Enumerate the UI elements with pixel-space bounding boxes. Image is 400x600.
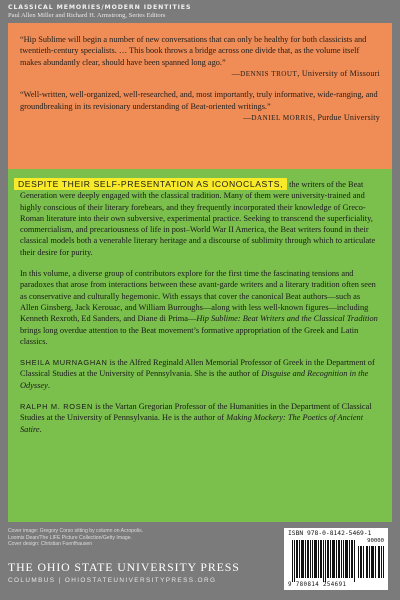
credit-line: Cover design: Christian Fuenfhausen (8, 541, 93, 548)
bio-text: is the Vartan Gregorian Professor of the Humanities in the Department of Classical Studies at the University of Pennsylvania. He is the author of (20, 402, 372, 423)
price-barcode-icon (358, 546, 384, 578)
description-paragraph-1 (20, 179, 380, 258)
attribution-dash: — (231, 69, 241, 79)
editor-book: Making Mockery: The Poetics of Ancient Satire (20, 413, 364, 434)
description-text: brings long overdue attention to the Beat movement’s formative appropriation of the Greek and Latin classics. (20, 325, 359, 346)
description-panel (8, 169, 392, 522)
series-header (8, 4, 392, 20)
series-title: CLASSICAL MEMORIES/MODERN IDENTITIES (8, 4, 192, 11)
reviewer-affiliation: University of Missouri (301, 69, 380, 79)
praise-quote-2 (20, 89, 380, 112)
bio-end: . (39, 424, 42, 434)
reviewer-affiliation: Purdue University (317, 113, 380, 123)
cover-credits (8, 528, 208, 548)
bio-end: . (47, 380, 50, 390)
praise-quote-1 (20, 34, 380, 68)
praise-quote-2-text: “Well-written, well-organized, well-researched, and, most importantly, truly informative, wide-ranging, and groundbreaking in its revisionary understanding of Beat-oriented writings.” (20, 90, 378, 111)
description-text: the writers of the Beat Generation were deeply engaged with the classical tradition. Many of them were university-trained and highly conscious of their literary forebears, and they frequently incorporated their knowledge of Greco-Roman literature into their own subversive, experimental practice. Seeking to transcend the superficiality, commercialism, and precariousness of life in post–World War II America, the Beat writers found in their classical models both a venerable literary heritage and a discourse of sublimity through which to articulate their desire for purity. (20, 180, 376, 257)
description-paragraph-2 (20, 268, 380, 347)
isbn-number: ISBN 978-0-8142-5469-1 (288, 530, 372, 537)
praise-quote-1-text: “Hip Sublime will begin a number of new conversations that can only be healthy for both classicists and twentieth-century specialists. … This book throws a bridge across one divide that, as the volume itself makes abundantly clear, should have been spanned long ago.” (20, 35, 367, 67)
series-editors: Paul Allen Miller and Richard H. Armstrong, Series Editors (8, 12, 166, 19)
praise-panel (8, 23, 392, 169)
barcode-bars-icon (292, 540, 356, 582)
praise-attribution-1: —DENNIS TROUT, University of Missouri (231, 69, 380, 79)
praise-attribution-2: —DANIEL MORRIS, Purdue University (243, 113, 380, 123)
credit-line: Loomis Dean/The LIFE Picture Collection/Getty Image. (8, 534, 133, 541)
credit-line: Cover image: Gregory Corso sitting by column on Acropolis. (8, 528, 144, 534)
publisher-footer (8, 522, 392, 600)
reviewer-name: DENNIS TROUT (240, 70, 298, 79)
editor-book: Disguise and Recognition in the Odyssey (20, 369, 369, 390)
publisher-location-url: COLUMBUS | OHIOSTATEUNIVERSITYPRESS.ORG (8, 577, 217, 584)
editor-bio-1 (20, 357, 380, 391)
book-title: Hip Sublime: Beat Writers and the Classical Tradition (196, 314, 378, 324)
editor-name: SHEILA MURNAGHAN (20, 358, 108, 368)
reviewer-name: DANIEL MORRIS (251, 114, 314, 123)
attribution-dash: — (243, 113, 252, 123)
price-code: 90000 (367, 538, 384, 544)
publisher-name: THE OHIO STATE UNIVERSITY PRESS (8, 560, 240, 574)
description-text: In this volume, a diverse group of contributors explore for the first time the fascinating tensions and paradoxes that arose from interactions between these avant-garde writers and a literary tradition often seen as conservative and culturally hegemonic. With essays that cover the canonical Beat authors—such as Allen Ginsberg, Jack Kerouac, and William Burroughs—along with less well-known figures—including Kenneth Rexroth, Ed Sanders, and Diane di Prima— (20, 269, 376, 324)
bio-text: is the Alfred Reginald Allen Memorial Professor of Greek in the Department of Classical Studies at the University of Pennsylvania. She is the author of (20, 358, 375, 379)
editor-name: RALPH M. ROSEN (20, 402, 94, 412)
barcode-digits: 9 780814 254691 (288, 582, 347, 588)
isbn-barcode (284, 528, 388, 590)
editor-bio-2 (20, 401, 380, 435)
lead-highlight: DESPITE THEIR SELF-PRESENTATION AS ICONOCLASTS, (14, 178, 287, 190)
